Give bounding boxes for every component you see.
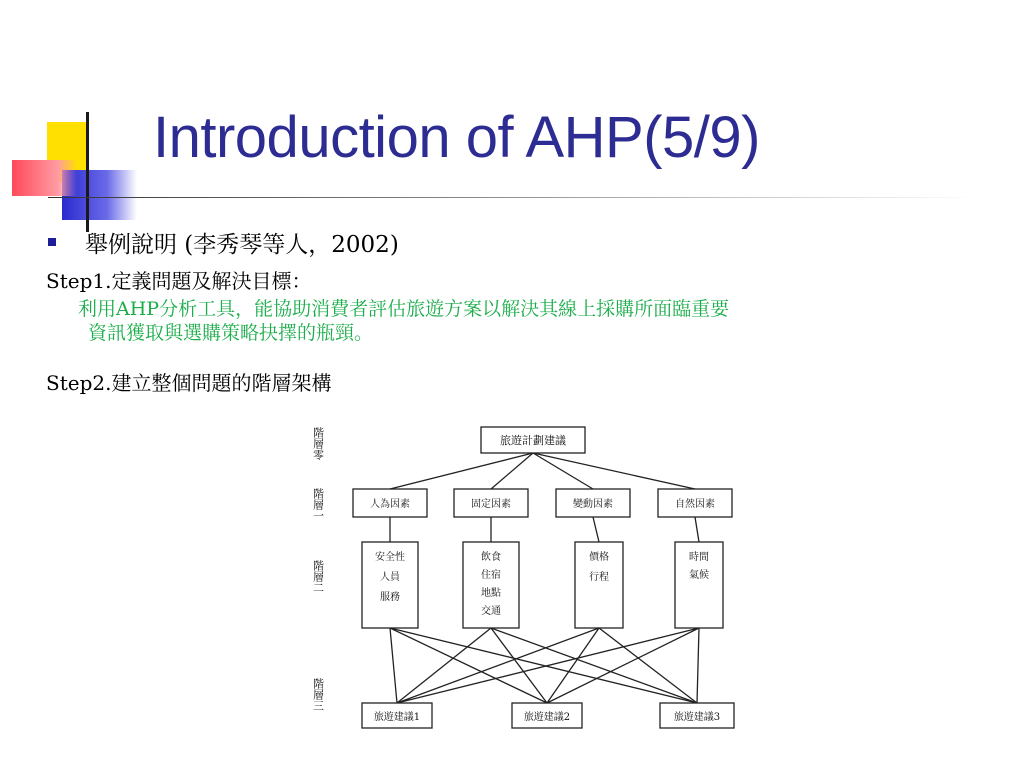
- slide-title: Introduction of AHP(5/9): [153, 105, 760, 170]
- step1-label: Step1.定義問題及解決目標：: [46, 269, 312, 293]
- criterion-label: 人為因素: [370, 499, 410, 510]
- level-label-1: 階層一: [311, 488, 325, 521]
- subcriterion-label: 時間: [689, 552, 709, 563]
- subcriterion-label: 安全性: [375, 552, 405, 563]
- subcriterion-label: 地點: [481, 588, 501, 599]
- level-label-2: 階層二: [311, 560, 325, 593]
- subcriterion-label: 住宿: [481, 570, 501, 581]
- criterion-label: 固定因素: [471, 499, 511, 510]
- criterion-label: 變動因素: [573, 499, 613, 510]
- step1-description-line2: 資訊獲取與選購策略抉擇的瓶頸。: [88, 322, 374, 344]
- step1-description-line1: 利用AHP分析工具，能協助消費者評估旅遊方案以解決其線上採購所面臨重要: [78, 298, 730, 320]
- alternative-label: 旅遊建議2: [523, 712, 571, 723]
- subcriterion-label: 交通: [481, 606, 501, 617]
- subcriterion-label: 飲食: [481, 552, 501, 563]
- subcriterion-label: 氣候: [689, 570, 709, 581]
- bullet-example-text: 舉例說明 (李秀琴等人，2002): [85, 232, 399, 258]
- alternative-label: 旅遊建議3: [673, 712, 721, 723]
- level-label-3: 階層三: [311, 678, 325, 711]
- subcriterion-label: 價格: [589, 552, 609, 563]
- subcriterion-label: 行程: [589, 572, 609, 583]
- step2-label: Step2.建立整個問題的階層架構: [46, 371, 332, 395]
- subcriterion-label: 服務: [380, 592, 400, 603]
- criterion-label: 自然因素: [675, 499, 715, 510]
- level-label-0: 階層零: [311, 427, 325, 460]
- alternative-label: 旅遊建議1: [373, 712, 421, 723]
- goal-label: 旅遊計劃建議: [500, 434, 566, 447]
- diagram-connectors: [390, 453, 699, 703]
- level-labels: [312, 426, 325, 711]
- subcriterion-label: 人員: [380, 572, 400, 583]
